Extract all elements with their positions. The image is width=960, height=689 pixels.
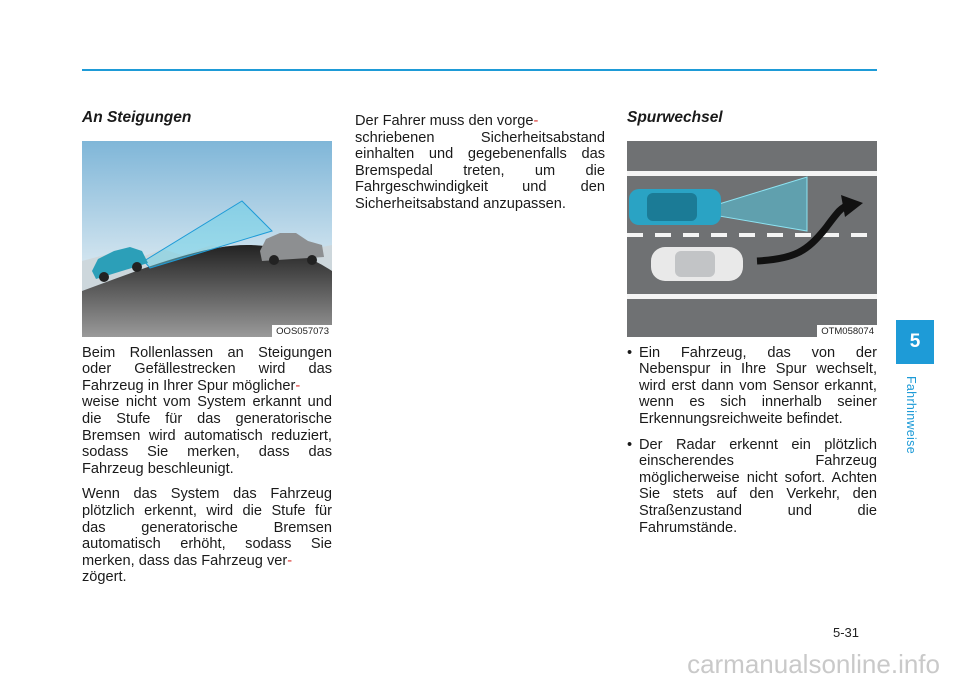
top-rule [82, 69, 877, 71]
car-own-top [629, 189, 721, 225]
bullet-list [627, 345, 877, 537]
figure-code: OOS057073 [272, 325, 332, 337]
paragraph-steigungen-1: Beim Rollenlassen an Steigungen oder Gefällestrecken wird das Fahrzeug in Ihrer Spur möglicher- weise nicht vom System erkannt und die Stufe für das generatorische Bremsen wird automatisch reduziert, sodass Sie merken, dass das Fahrzeug beschleunigt. [82, 344, 332, 477]
section-heading-spurwechsel: Spurwechsel [627, 109, 723, 126]
column-3 [627, 110, 877, 545]
chapter-tab: 5 [896, 320, 934, 364]
watermark: carmanualsonline.info [687, 649, 940, 679]
lane-change-illustration [627, 141, 877, 337]
hill-illustration [82, 141, 332, 337]
page-number: 5-31 [833, 625, 860, 640]
figure-hill [82, 141, 332, 337]
paragraph-steigungen-2: Wenn das System das Fahrzeug plötzlich erkennt, wird die Stufe für das generatorische Bremsen automatisch erhöht, sodass Sie merken, dass das Fahrzeug ver- zögert. [82, 486, 332, 586]
paragraph-abstand: Der Fahrer muss den vorge- schriebenen Sicherheitsabstand einhalten und gegebenenfalls das Bremspedal treten, um die Fahrgeschwindigkeit und den Sicherheitsabstand anzupassen. [355, 113, 605, 212]
figure-lane-change [627, 141, 877, 337]
list-item: • Ein Fahrzeug, das von der Nebenspur in Ihre Spur wechselt, wird erst dann vom Sensor erkannt, wenn es sich innerhalb seiner Erkennungsreichweite befindet. [627, 345, 877, 428]
column-2 [355, 113, 605, 222]
figure-code: OTM058074 [817, 325, 877, 337]
chapter-label: Fahrhinweise [904, 376, 918, 454]
section-heading-steigungen: An Steigungen [82, 109, 192, 126]
column-1 [82, 110, 332, 595]
car-cutting-in [651, 247, 743, 281]
list-item: • Der Radar erkennt ein plötzlich einscherendes Fahrzeug möglicherweise nicht sofort. Achten Sie stets auf den Verkehr, den Straßenzustand und die Fahrumstände. [627, 437, 877, 537]
